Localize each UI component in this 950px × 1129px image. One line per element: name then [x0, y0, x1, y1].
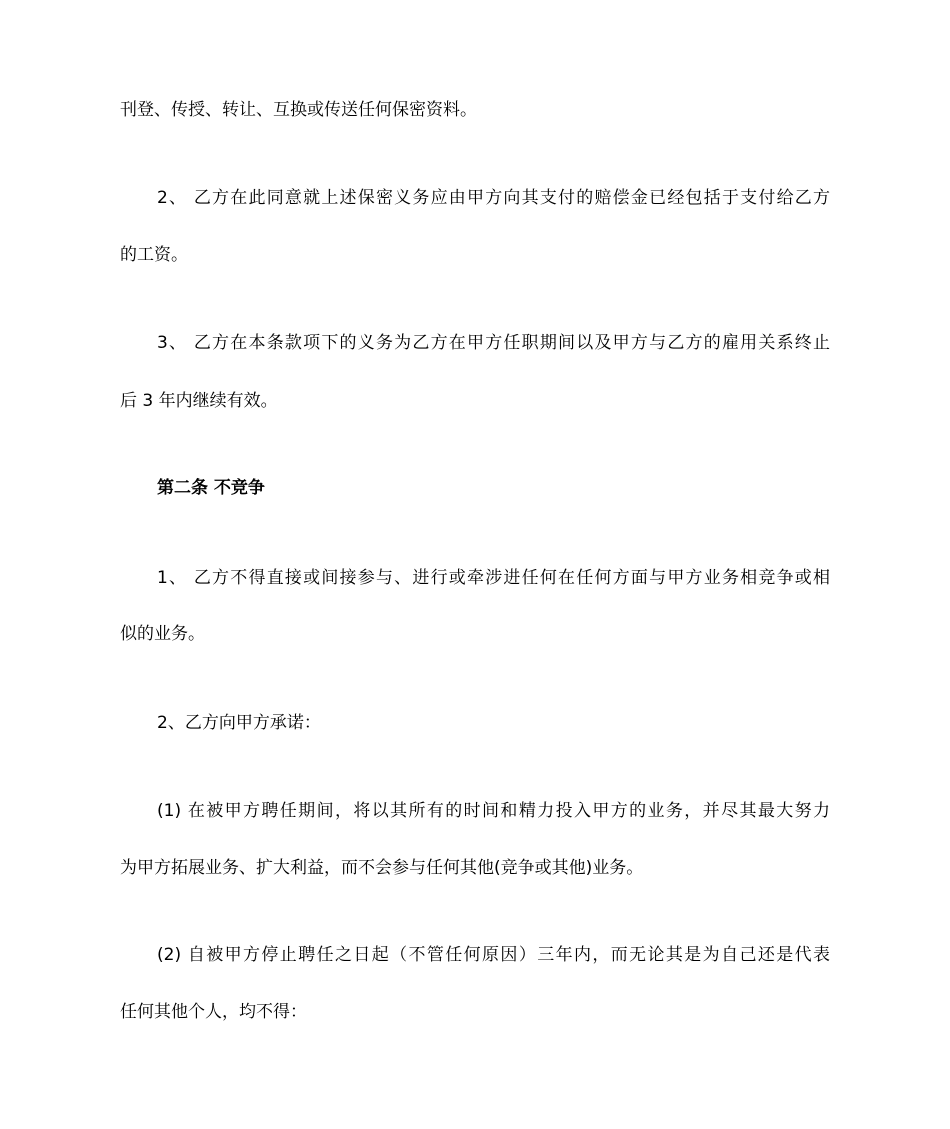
clause-1-3-line-2: 后 3 年内继续有效。: [120, 391, 278, 411]
clause-2-1-line-1: 1、 乙方不得直接或间接参与、进行或牵涉进任何在任何方面与甲方业务相竞争或相: [157, 568, 830, 588]
clause-2-2-2-line-2: 任何其他个人，均不得：: [120, 1002, 307, 1022]
clause-1-2-line-2: 的工资。: [120, 245, 188, 265]
paragraph-1-continuation: 刊登、传授、转让、互换或传送任何保密资料。: [120, 100, 477, 120]
clause-1-2-line-1: 2、 乙方在此同意就上述保密义务应由甲方向其支付的赔偿金已经包括于支付给乙方: [157, 188, 830, 208]
clause-2-2-1-line-2: 为甲方拓展业务、扩大利益，而不会参与任何其他(竞争或其他)业务。: [120, 858, 644, 878]
clause-2-2-1-line-1: (1) 在被甲方聘任期间，将以其所有的时间和精力投入甲方的业务，并尽其最大努力: [157, 801, 830, 821]
clause-2-1-line-2: 似的业务。: [120, 624, 205, 644]
clause-2-2-intro: 2、乙方向甲方承诺：: [157, 713, 321, 733]
clause-1-3-line-1: 3、 乙方在本条款项下的义务为乙方在甲方任职期间以及甲方与乙方的雇用关系终止: [157, 333, 830, 353]
clause-2-2-2-line-1: (2) 自被甲方停止聘任之日起（不管任何原因）三年内，而无论其是为自己还是代表: [157, 945, 830, 965]
article-2-heading: 第二条 不竞争: [157, 478, 265, 498]
